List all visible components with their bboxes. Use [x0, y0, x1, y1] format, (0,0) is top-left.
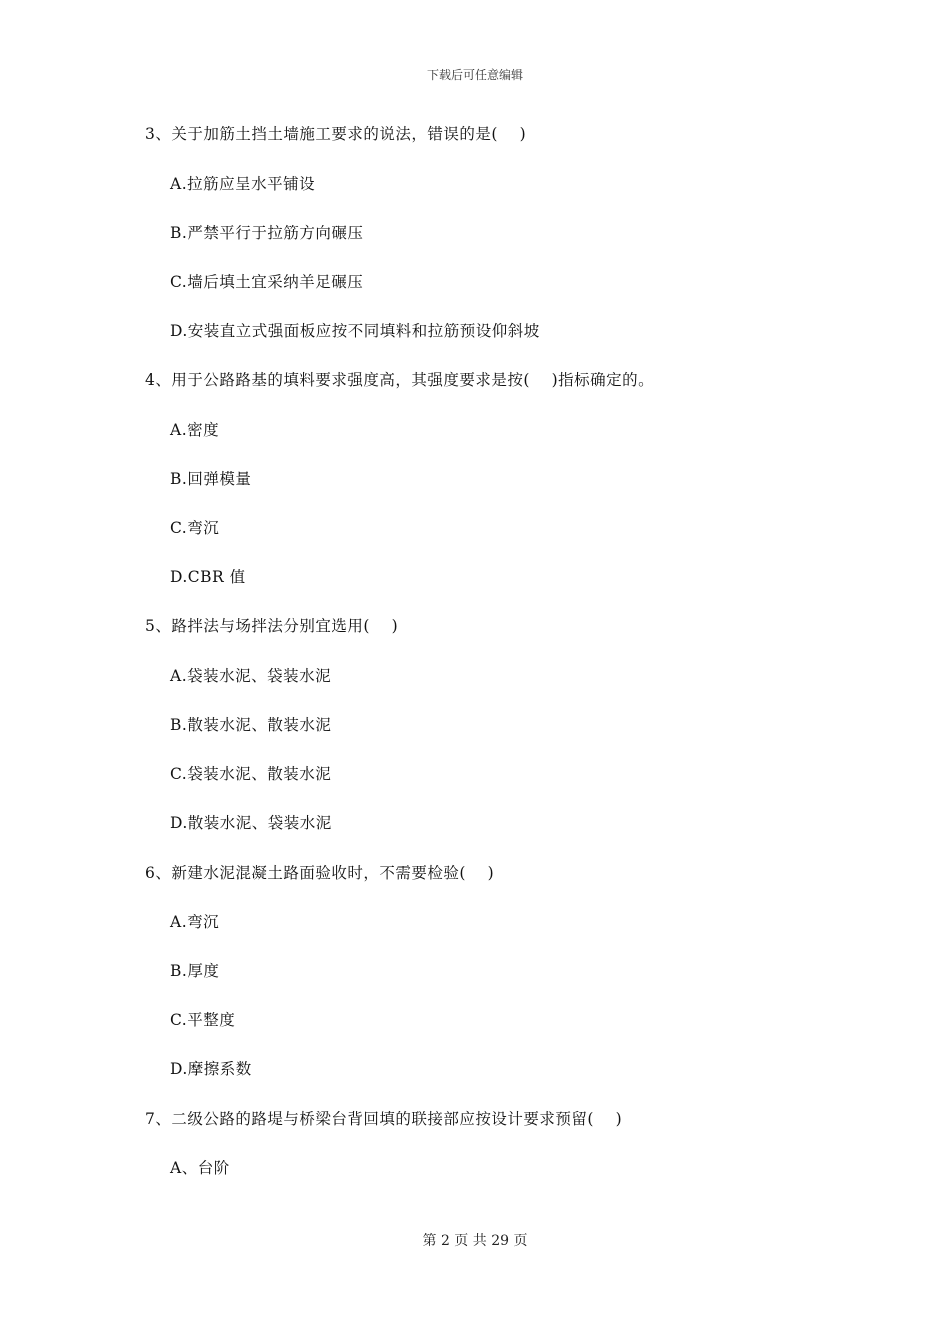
question-4-option-c: C.弯沉 — [170, 519, 220, 537]
question-5-option-c: C.袋装水泥、散装水泥 — [170, 765, 332, 783]
question-3: 3、关于加筋土挡土墙施工要求的说法，错误的是( ) — [145, 125, 527, 143]
question-6-option-b: B.厚度 — [170, 962, 220, 980]
page-header: 下载后可任意编辑 — [426, 68, 523, 82]
question-6-option-d: D.摩擦系数 — [170, 1060, 252, 1078]
question-6-option-a: A.弯沉 — [170, 913, 220, 931]
question-3-option-b: B.严禁平行于拉筋方向碾压 — [170, 224, 364, 242]
question-5-option-d: D.散装水泥、袋装水泥 — [170, 814, 332, 832]
question-4-option-a: A.密度 — [170, 421, 220, 439]
question-4: 4、用于公路路基的填料要求强度高，其强度要求是按( )指标确定的。 — [145, 371, 655, 389]
question-3-option-a: A.拉筋应呈水平铺设 — [170, 175, 316, 193]
question-7-option-a: A、台阶 — [170, 1159, 230, 1177]
page-footer: 第 2 页 共 29 页 — [422, 1233, 528, 1249]
question-6: 6、新建水泥混凝土路面验收时，不需要检验( ) — [145, 864, 495, 882]
question-3-option-c: C.墙后填土宜采纳羊足碾压 — [170, 273, 364, 291]
question-3-option-d: D.安装直立式强面板应按不同填料和拉筋预设仰斜坡 — [170, 322, 540, 340]
question-4-option-b: B.回弹模量 — [170, 470, 252, 488]
question-5-option-a: A.袋装水泥、袋装水泥 — [170, 667, 332, 685]
question-6-option-c: C.平整度 — [170, 1011, 236, 1029]
question-5-option-b: B.散装水泥、散装水泥 — [170, 716, 332, 734]
question-7: 7、二级公路的路堤与桥梁台背回填的联接部应按设计要求预留( ) — [145, 1110, 623, 1128]
question-5: 5、路拌法与场拌法分别宜选用( ) — [145, 617, 399, 635]
question-4-option-d: D.CBR 值 — [170, 568, 246, 586]
